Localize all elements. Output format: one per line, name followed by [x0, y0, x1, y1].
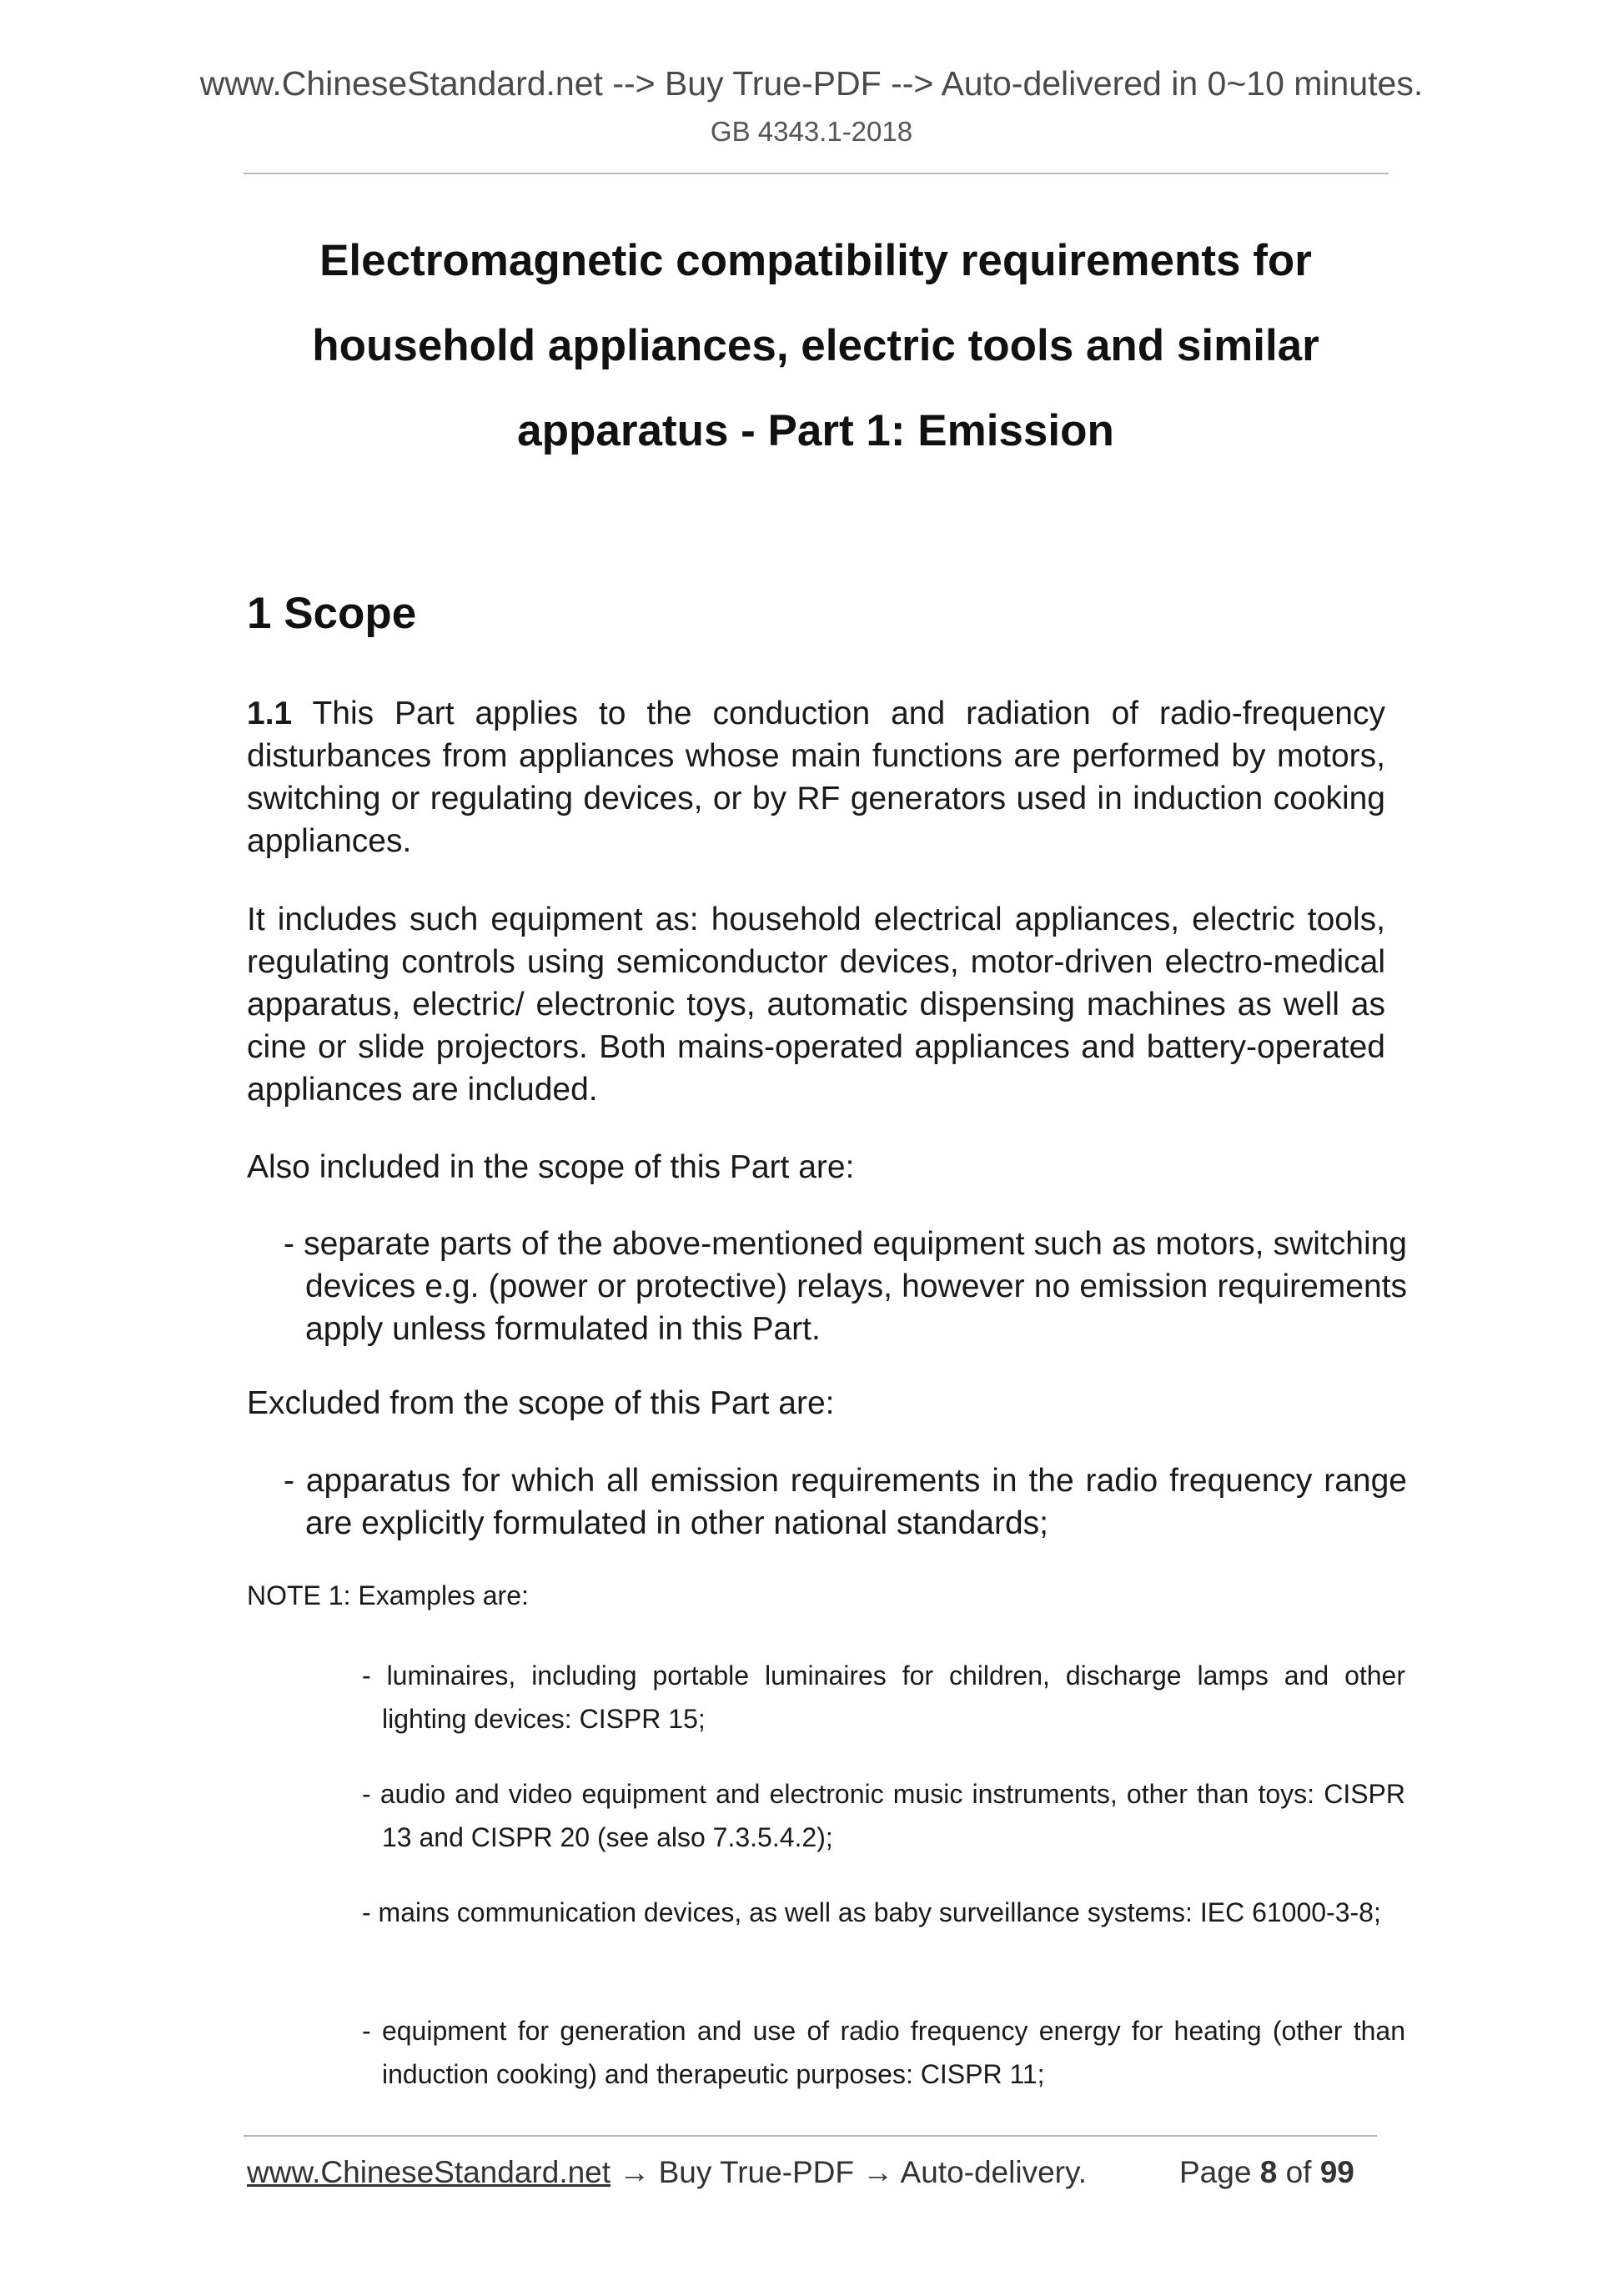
page-indicator	[1179, 2154, 1354, 2191]
footer-delivery-text: Auto-delivery.	[900, 2155, 1088, 2189]
section-heading: 1 Scope	[247, 589, 417, 638]
footer-site-link[interactable]: www.ChineseStandard.net	[247, 2155, 611, 2189]
footer-buy-text: Buy True-PDF	[658, 2155, 855, 2189]
page-number: 8	[1259, 2155, 1278, 2189]
clause-1-1	[247, 692, 1385, 862]
also-included-item: - separate parts of the above-mentioned equipment such as motors, switching devices e.g. (power or protective) relays, however no emission requirements apply unless formulated in this Part.	[284, 1226, 1407, 1347]
excluded-intro: Excluded from the scope of this Part are:	[247, 1385, 835, 1421]
total-pages: 99	[1319, 2155, 1354, 2189]
standard-code: GB 4343.1-2018	[710, 116, 913, 147]
note-item: - audio and video equipment and electronic music instruments, other than toys: CISPR 13 and CISPR 20 (see also 7.3.5.4.2);	[362, 1779, 1405, 1852]
arrow-icon: →	[619, 2155, 651, 2189]
note-item: - equipment for generation and use of radio frequency energy for heating (other than induction cooking) and therapeutic purposes: CISPR 11;	[362, 2016, 1405, 2089]
header-divider	[244, 173, 1389, 174]
clause-text: This Part applies to the conduction and radiation of radio-frequency disturbances from appliances whose main functions are performed by motors, switching or regulating devices, or by RF generators used in induction cooking appliances.	[247, 696, 1385, 859]
page-word: Page	[1179, 2155, 1252, 2189]
includes-paragraph: It includes such equipment as: household electrical appliances, electric tools, regulating controls using semiconductor devices, motor-driven electro-medical apparatus, electric/ electronic toys, automatic dispensing machines as well as cine or slide projectors. Both mains-operated appliances and battery-operated appliances are included.	[247, 902, 1385, 1108]
title-line: apparatus - Part 1: Emission	[517, 406, 1114, 455]
note-item: - mains communication devices, as well as baby surveillance systems: IEC 61000-3-8;	[362, 1897, 1381, 1927]
footer-divider	[244, 2135, 1377, 2137]
title-line: Electromagnetic compatibility requirements for	[319, 236, 1312, 285]
note-item: - luminaires, including portable luminaires for children, discharge lamps and other lighting devices: CISPR 15;	[362, 1660, 1405, 1734]
header-top-line: www.ChineseStandard.net --> Buy True-PDF --> Auto-delivered in 0~10 minutes.	[199, 64, 1424, 103]
footer-left	[247, 2154, 1087, 2191]
arrow-icon: →	[862, 2155, 894, 2189]
title-line: household appliances, electric tools and similar	[312, 321, 1319, 370]
also-included-intro: Also included in the scope of this Part are:	[247, 1149, 855, 1185]
clause-number: 1.1	[247, 696, 293, 731]
excluded-item: - apparatus for which all emission requirements in the radio frequency range are explicitly formulated in other national standards;	[284, 1463, 1407, 1541]
document-title	[244, 219, 1388, 474]
note-label: NOTE 1: Examples are:	[247, 1580, 529, 1610]
of-word: of	[1285, 2155, 1312, 2189]
